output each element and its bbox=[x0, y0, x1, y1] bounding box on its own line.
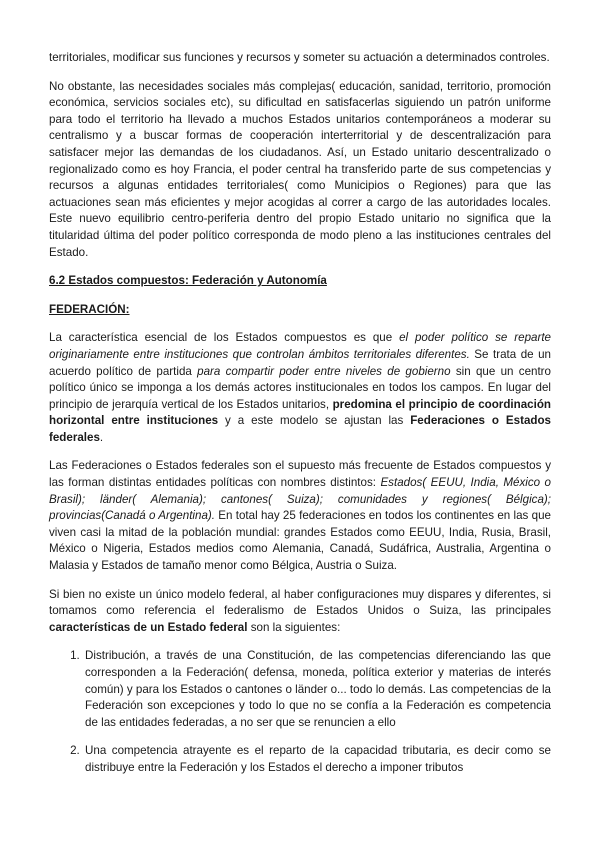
text-run: y a este modelo se ajustan las bbox=[218, 414, 411, 428]
italic-run: el poder político se reparte originariamente entre instituciones que controlan ámbitos territoriales diferentes. bbox=[49, 331, 551, 361]
bold-run: Federaciones o Estados federales bbox=[49, 414, 551, 444]
text-run: Si bien no existe un único modelo federal, al haber configuraciones muy dispares y diferentes, si tomamos como referencia el federalismo de Estados Unidos o Suiza, las principales bbox=[49, 587, 551, 618]
text-run: . bbox=[99, 430, 104, 444]
text-run: Las Federaciones o Estados federales son el supuesto más frecuente de Estados compuestos y las forman distintas entidades políticas con nombres distintos: bbox=[49, 459, 551, 490]
text-run: La característica esencial de los Estados compuestos es que bbox=[49, 331, 400, 345]
paragraph-federacion-examples bbox=[49, 458, 551, 574]
text-run: sin que un centro político único se imponga a los demás actores institucionales en todos los campos. En lugar del principio de jerarquía vertical de los Estados unitarios, bbox=[49, 364, 551, 411]
list-item: 2. Una competencia atrayente es el reparto de la capacidad tributaria, es decir como se distribuye entre la Federación y los Estados el derecho a imponer tributos bbox=[83, 743, 551, 776]
list-item: 1. Distribución, a través de una Constitución, de las competencias diferenciando las que corresponden a la Federación( defensa, moneda, política exterior y materias de interés común) y para los Estados o cantones o länder o... todo lo demás. Las competencias de la Federación son excepciones y todo lo que no se confía a la Federación es competencia de las entidades federadas, a no ser que se renuncien a ello bbox=[83, 648, 551, 731]
paragraph-federal-characteristics bbox=[49, 587, 551, 637]
italic-run: Estados( EEUU, India, México o Brasil); länder( Alemania); cantones( Suiza); comunidades y regiones( Bélgica); provincias(Canadá o Argentina). bbox=[49, 476, 551, 523]
paragraph-unitary-decentralization: No obstante, las necesidades sociales más complejas( educación, sanidad, territorio, promoción económica, servicios sociales etc), su dificultad en satisfacerlas siguiendo un patrón uniforme para todo el territorio ha llevado a muchos Estados unitarios contemporáneos a moderar su centralismo y a buscar formas de cooperación interterritorial y de descentralización para satisfacer mejor las demandas de los ciudadanos. Así, un Estado unitario descentralizado o regionalizado como es hoy Francia, el poder central ha transferido parte de sus competencias y recursos a algunas entidades territoriales( como Municipios o Regiones) para que las actuaciones sean más eficientes y mejor acogidas al correr a cargo de las autoridades locales. Este nuevo equilibrio centro-periferia dentro del propio Estado unitario no significa que la titularidad última del poder político corresponda de modo pleno a las instituciones centrales del Estado. bbox=[49, 79, 551, 259]
section-heading: 6.2 Estados compuestos: Federación y Autonomía bbox=[49, 274, 327, 288]
paragraph-federacion-definition bbox=[49, 330, 551, 446]
paragraph-intro-continuation: territoriales, modificar sus funciones y recursos y someter su actuación a determinados controles. bbox=[49, 51, 550, 64]
italic-run: para compartir poder entre niveles de gobierno bbox=[197, 364, 451, 378]
document-page bbox=[49, 50, 551, 789]
text-run: En total hay 25 federaciones en todos los continentes en las que viven casi la mitad de la población mundial: grandes Estados como EEUU, India, Rusia, Brasil, México o Nigeria, Estados medios como Alemania, Canadá, Sudáfrica, Australia, Argentina o Malasia y Estados de tamaño menor como Bélgica, Austria o Suiza. bbox=[49, 509, 551, 573]
bold-run: predomina el principio de coordinación horizontal entre instituciones bbox=[49, 397, 551, 428]
text-run: Se trata de un acuerdo político de partida bbox=[49, 347, 551, 378]
text-run: son la siguientes: bbox=[247, 620, 341, 634]
bold-run: características de un Estado federal bbox=[49, 620, 248, 634]
characteristics-list bbox=[49, 648, 551, 776]
subheading-federacion: FEDERACIÓN: bbox=[49, 302, 130, 316]
